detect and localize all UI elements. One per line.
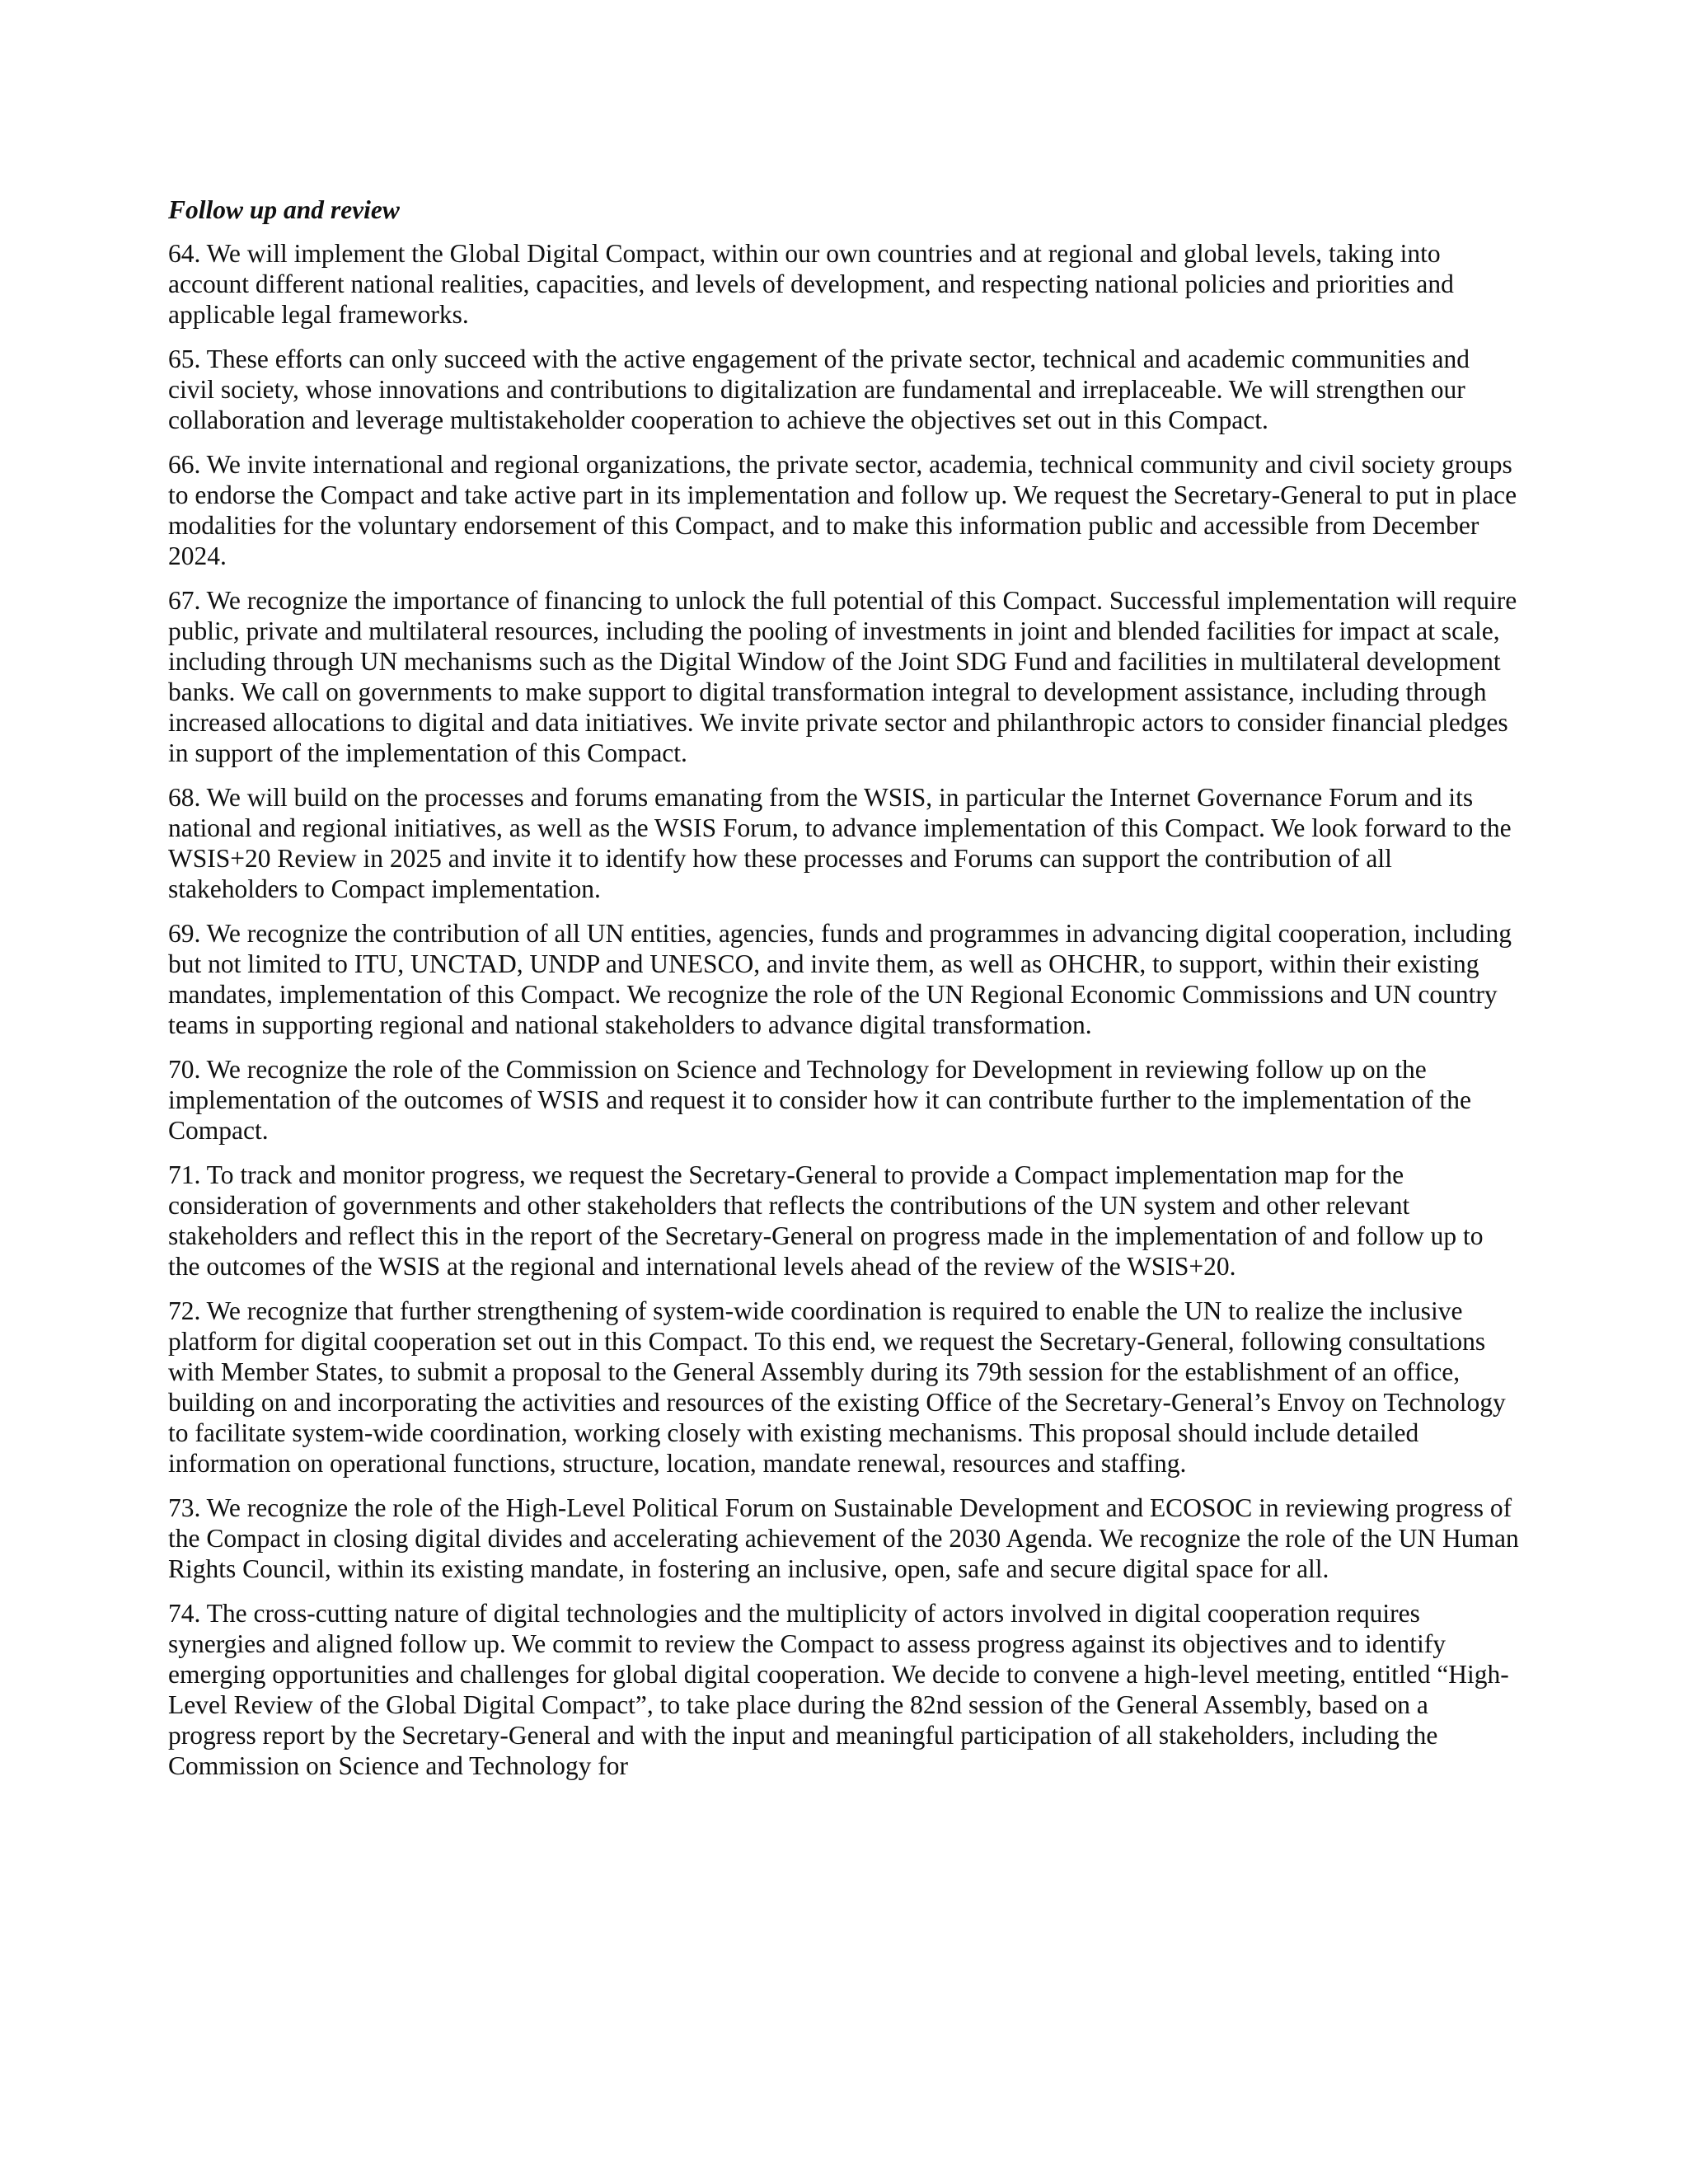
paragraph-69: 69. We recognize the contribution of all UN entities, agencies, funds and programmes in advancing digital cooperation, including but not limited to ITU, UNCTAD, UNDP and UNESCO, and invite them, as well as OHCHR, to support, within their existing mandates, implementation of this Compact. We recognize the role of the UN Regional Economic Commissions and UN country teams in supporting regional and national stakeholders to advance digital transformation. (168, 919, 1512, 1039)
paragraph-67: 67. We recognize the importance of financing to unlock the full potential of this Compact. Successful implementation will require public, private and multilateral resources, including the pooling of investments in joint and blended facilities for impact at scale, including through UN mechanisms such as the Digital Window of the Joint SDG Fund and facilities in multilateral development banks. We call on governments to make support to digital transformation integral to development assistance, including through increased allocations to digital and data initiatives. We invite private sector and philanthropic actors to consider financial pledges in support of the implementation of this Compact. (168, 586, 1517, 767)
paragraph-70: 70. We recognize the role of the Commission on Science and Technology for Development in reviewing follow up on the implementation of the outcomes of WSIS and request it to consider how it can contribute further to the implementation of the Compact. (168, 1055, 1472, 1145)
paragraph-72: 72. We recognize that further strengthening of system-wide coordination is required to enable the UN to realize the inclusive platform for digital cooperation set out in this Compact. To this end, we request the Secretary-General, following consultations with Member States, to submit a proposal to the General Assembly during its 79th session for the establishment of an office, building on and incorporating the activities and resources of the existing Office of the Secretary-General’s Envoy on Technology to facilitate system-wide coordination, working closely with existing mechanisms. This proposal should include detailed information on operational functions, structure, location, mandate renewal, resources and staffing. (168, 1296, 1506, 1478)
paragraph-66: 66. We invite international and regional organizations, the private sector, academia, technical community and civil society groups to endorse the Compact and take active part in its implementation and follow up. We request the Secretary-General to put in place modalities for the voluntary endorsement of this Compact, and to make this information public and accessible from December 2024. (168, 450, 1517, 570)
paragraph-74: 74. The cross-cutting nature of digital technologies and the multiplicity of actors involved in digital cooperation requires synergies and aligned follow up. We commit to review the Compact to assess progress against its objectives and to identify emerging opportunities and challenges for global digital cooperation. We decide to convene a high-level meeting, entitled “High-Level Review of the Global Digital Compact”, to take place during the 82nd session of the General Assembly, based on a progress report by the Secretary-General and with the input and meaningful participation of all stakeholders, including the Commission on Science and Technology for (168, 1599, 1509, 1780)
paragraph-64: 64. We will implement the Global Digital Compact, within our own countries and at regional and global levels, taking into account different national realities, capacities, and levels of development, and respecting national policies and priorities and applicable legal frameworks. (168, 239, 1454, 329)
paragraph-71: 71. To track and monitor progress, we request the Secretary-General to provide a Compact implementation map for the consideration of governments and other stakeholders that reflects the contributions of the UN system and other relevant stakeholders and reflect this in the report of the Secretary-General on progress made in the implementation of and follow up to the outcomes of the WSIS at the regional and international levels ahead of the review of the WSIS+20. (168, 1160, 1484, 1281)
document-page (168, 194, 1520, 1795)
paragraph-68: 68. We will build on the processes and forums emanating from the WSIS, in particular the Internet Governance Forum and its national and regional initiatives, as well as the WSIS Forum, to advance implementation of this Compact. We look forward to the WSIS+20 Review in 2025 and invite it to identify how these processes and Forums can support the contribution of all stakeholders to Compact implementation. (168, 783, 1512, 903)
paragraph-73: 73. We recognize the role of the High-Level Political Forum on Sustainable Development and ECOSOC in reviewing progress of the Compact in closing digital divides and accelerating achievement of the 2030 Agenda. We recognize the role of the UN Human Rights Council, within its existing mandate, in fostering an inclusive, open, safe and secure digital space for all. (168, 1493, 1519, 1583)
paragraph-65: 65. These efforts can only succeed with the active engagement of the private sector, technical and academic communities and civil society, whose innovations and contributions to digitalization are fundamental and irreplaceable. We will strengthen our collaboration and leverage multistakeholder cooperation to achieve the objectives set out in this Compact. (168, 344, 1470, 434)
section-heading: Follow up and review (168, 195, 400, 224)
